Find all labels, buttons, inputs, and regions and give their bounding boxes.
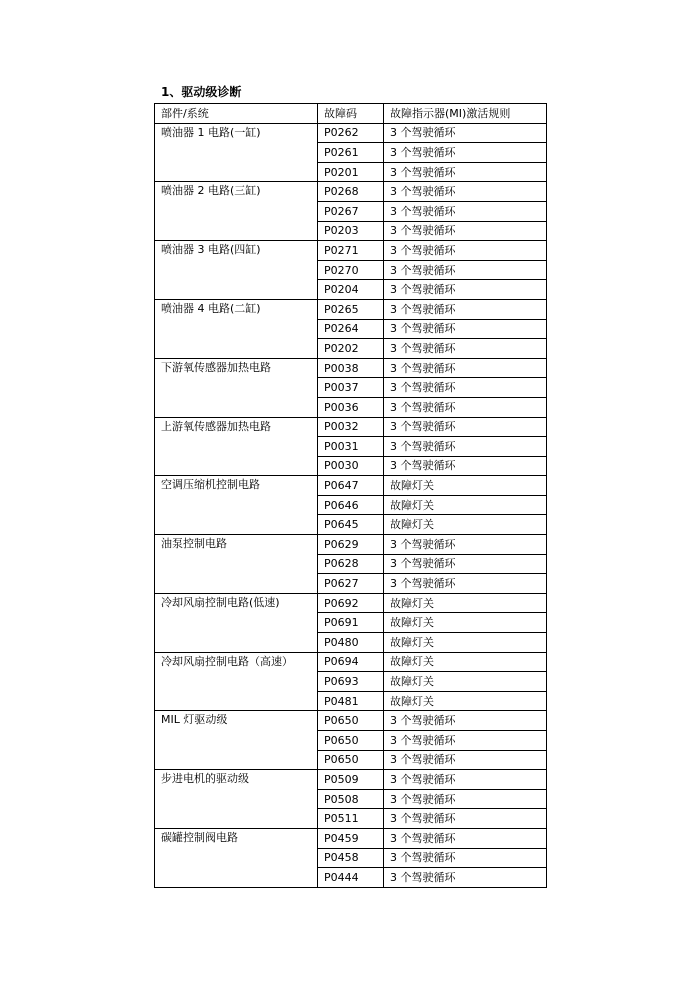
fault-code-cell: P0650 <box>318 711 384 731</box>
table-row <box>155 299 547 319</box>
mi-rule-cell: 3 个驾驶循环 <box>384 241 547 261</box>
fault-code-cell: P0204 <box>318 280 384 300</box>
component-cell: 空调压缩机控制电路 <box>155 476 318 535</box>
fault-code-cell: P0268 <box>318 182 384 202</box>
mi-rule-cell: 3 个驾驶循环 <box>384 574 547 594</box>
header-component: 部件/系统 <box>155 104 318 124</box>
mi-rule-cell: 3 个驾驶循环 <box>384 417 547 437</box>
table-header-row <box>155 104 547 124</box>
mi-rule-cell: 3 个驾驶循环 <box>384 378 547 398</box>
fault-code-cell: P0646 <box>318 495 384 515</box>
mi-rule-cell: 3 个驾驶循环 <box>384 358 547 378</box>
fault-code-cell: P0693 <box>318 672 384 692</box>
mi-rule-cell: 故障灯关 <box>384 691 547 711</box>
fault-code-cell: P0264 <box>318 319 384 339</box>
table-row <box>155 828 547 848</box>
mi-rule-cell: 3 个驾驶循环 <box>384 280 547 300</box>
fault-code-cell: P0481 <box>318 691 384 711</box>
mi-rule-cell: 3 个驾驶循环 <box>384 848 547 868</box>
mi-rule-cell: 3 个驾驶循环 <box>384 711 547 731</box>
fault-code-cell: P0202 <box>318 339 384 359</box>
table-row <box>155 358 547 378</box>
fault-code-cell: P0444 <box>318 868 384 888</box>
fault-code-cell: P0458 <box>318 848 384 868</box>
mi-rule-cell: 3 个驾驶循环 <box>384 260 547 280</box>
mi-rule-cell: 3 个驾驶循环 <box>384 339 547 359</box>
mi-rule-cell: 3 个驾驶循环 <box>384 299 547 319</box>
mi-rule-cell: 故障灯关 <box>384 515 547 535</box>
mi-rule-cell: 3 个驾驶循环 <box>384 437 547 457</box>
mi-rule-cell: 3 个驾驶循环 <box>384 162 547 182</box>
fault-code-cell: P0480 <box>318 633 384 653</box>
fault-code-cell: P0271 <box>318 241 384 261</box>
mi-rule-cell: 3 个驾驶循环 <box>384 770 547 790</box>
fault-code-cell: P0628 <box>318 554 384 574</box>
fault-code-cell: P0032 <box>318 417 384 437</box>
fault-code-cell: P0203 <box>318 221 384 241</box>
mi-rule-cell: 3 个驾驶循环 <box>384 731 547 751</box>
component-cell: 碳罐控制阀电路 <box>155 828 318 887</box>
component-cell: 上游氧传感器加热电路 <box>155 417 318 476</box>
table-row <box>155 711 547 731</box>
mi-rule-cell: 故障灯关 <box>384 613 547 633</box>
component-cell: 步进电机的驱动级 <box>155 770 318 829</box>
fault-code-cell: P0691 <box>318 613 384 633</box>
component-cell: 油泵控制电路 <box>155 535 318 594</box>
mi-rule-cell: 3 个驾驶循环 <box>384 828 547 848</box>
fault-code-cell: P0267 <box>318 201 384 221</box>
mi-rule-cell: 故障灯关 <box>384 672 547 692</box>
mi-rule-cell: 故障灯关 <box>384 633 547 653</box>
mi-rule-cell: 3 个驾驶循环 <box>384 789 547 809</box>
fault-code-cell: P0629 <box>318 535 384 555</box>
section-title: 1、驱动级诊断 <box>161 85 242 99</box>
fault-code-cell: P0647 <box>318 476 384 496</box>
mi-rule-cell: 故障灯关 <box>384 593 547 613</box>
fault-code-cell: P0645 <box>318 515 384 535</box>
table-row <box>155 241 547 261</box>
mi-rule-cell: 3 个驾驶循环 <box>384 750 547 770</box>
diagnosis-table <box>154 103 547 888</box>
fault-code-cell: P0692 <box>318 593 384 613</box>
table-row <box>155 593 547 613</box>
table-body <box>155 123 547 887</box>
table-row <box>155 535 547 555</box>
mi-rule-cell: 3 个驾驶循环 <box>384 221 547 241</box>
fault-code-cell: P0509 <box>318 770 384 790</box>
table-row <box>155 182 547 202</box>
mi-rule-cell: 3 个驾驶循环 <box>384 123 547 143</box>
mi-rule-cell: 3 个驾驶循环 <box>384 201 547 221</box>
fault-code-cell: P0201 <box>318 162 384 182</box>
component-cell: MIL 灯驱动级 <box>155 711 318 770</box>
header-code: 故障码 <box>318 104 384 124</box>
mi-rule-cell: 3 个驾驶循环 <box>384 319 547 339</box>
table-row <box>155 652 547 672</box>
component-cell: 喷油器 2 电路(三缸) <box>155 182 318 241</box>
component-cell: 喷油器 1 电路(一缸) <box>155 123 318 182</box>
fault-code-cell: P0694 <box>318 652 384 672</box>
mi-rule-cell: 3 个驾驶循环 <box>384 397 547 417</box>
mi-rule-cell: 3 个驾驶循环 <box>384 868 547 888</box>
table-row <box>155 770 547 790</box>
mi-rule-cell: 3 个驾驶循环 <box>384 456 547 476</box>
mi-rule-cell: 3 个驾驶循环 <box>384 554 547 574</box>
mi-rule-cell: 故障灯关 <box>384 476 547 496</box>
component-cell: 喷油器 4 电路(二缸) <box>155 299 318 358</box>
fault-code-cell: P0265 <box>318 299 384 319</box>
fault-code-cell: P0038 <box>318 358 384 378</box>
fault-code-cell: P0627 <box>318 574 384 594</box>
fault-code-cell: P0650 <box>318 750 384 770</box>
table-row <box>155 123 547 143</box>
mi-rule-cell: 故障灯关 <box>384 495 547 515</box>
fault-code-cell: P0508 <box>318 789 384 809</box>
fault-code-cell: P0031 <box>318 437 384 457</box>
mi-rule-cell: 3 个驾驶循环 <box>384 535 547 555</box>
component-cell: 下游氧传感器加热电路 <box>155 358 318 417</box>
header-rule: 故障指示器(MI)激活规则 <box>384 104 547 124</box>
mi-rule-cell: 3 个驾驶循环 <box>384 143 547 163</box>
component-cell: 喷油器 3 电路(四缸) <box>155 241 318 300</box>
component-cell: 冷却风扇控制电路（高速） <box>155 652 318 711</box>
table-row <box>155 417 547 437</box>
fault-code-cell: P0037 <box>318 378 384 398</box>
mi-rule-cell: 3 个驾驶循环 <box>384 182 547 202</box>
fault-code-cell: P0030 <box>318 456 384 476</box>
fault-code-cell: P0262 <box>318 123 384 143</box>
fault-code-cell: P0459 <box>318 828 384 848</box>
table-row <box>155 476 547 496</box>
fault-code-cell: P0270 <box>318 260 384 280</box>
fault-code-cell: P0511 <box>318 809 384 829</box>
fault-code-cell: P0036 <box>318 397 384 417</box>
fault-code-cell: P0261 <box>318 143 384 163</box>
mi-rule-cell: 故障灯关 <box>384 652 547 672</box>
fault-code-cell: P0650 <box>318 731 384 751</box>
mi-rule-cell: 3 个驾驶循环 <box>384 809 547 829</box>
component-cell: 冷却风扇控制电路(低速) <box>155 593 318 652</box>
